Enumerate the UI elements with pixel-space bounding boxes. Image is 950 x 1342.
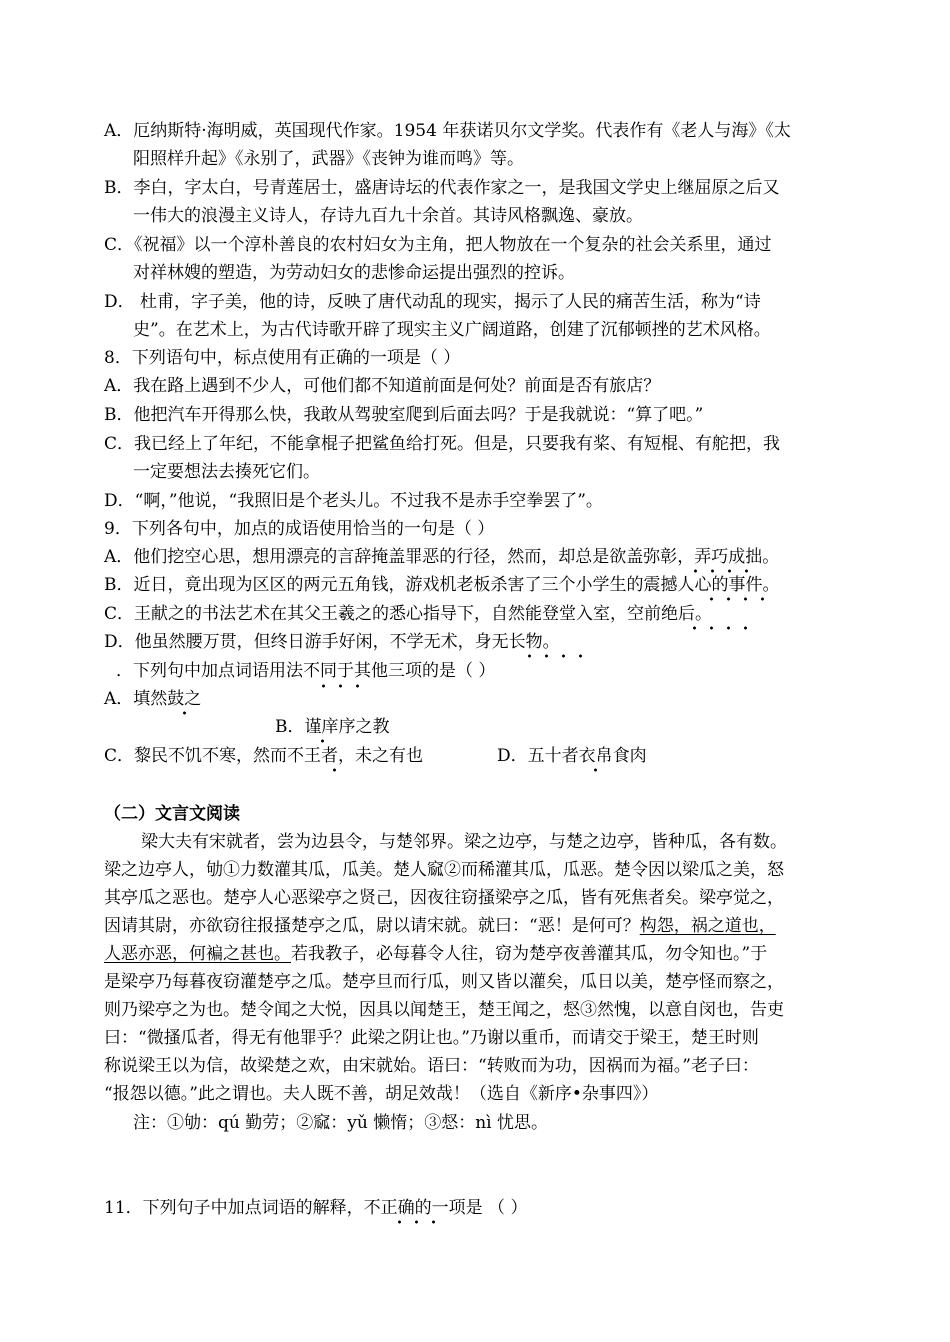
passage-line-5 (104, 943, 767, 965)
option-b-line-1: B．李白，字太白，号青莲居士，盛唐诗坛的代表作家之一，是我国文学史上继屈原之后又 (104, 178, 780, 198)
passage-line-9: 称说梁王以为信，故梁楚之欢，由宋就始。语曰：“转败而为功，因祸而为福。”老子曰： (104, 1056, 759, 1076)
emphasis-dots (391, 1219, 442, 1225)
passage-line-3: 其亭瓜之恶也。楚亭人心恶梁亭之贤己，因夜往窃搔梁亭之瓜，皆有死焦者矣。梁亭觉之， (104, 888, 784, 908)
option-a-line-1: A．厄纳斯特·海明威，英国现代作家。1954 年获诺贝尔文学奖。代表作有《老人与海》《太 (104, 121, 791, 141)
emphasis-dots (315, 683, 366, 689)
question-8-option-b: B．他把汽车开得那么快，我敢从驾驶室爬到后面去吗？于是我就说：“算了吧。” (104, 405, 704, 425)
passage-line-4 (104, 915, 776, 937)
question-10-option-c: C．黎民不饥不寒，然而不王者，未之有也 (104, 746, 424, 766)
option-a-line-2: 阳照样升起》《永别了，武器》《丧钟为谁而鸣》等。 (133, 149, 524, 169)
question-8-option-d: D．“啊，”他说，“我照旧是个老头儿。不过我不是赤手空拳罢了”。 (104, 491, 603, 511)
question-9-option-d: D．他虽然腰万贯，但终日游手好闲，不学无术，身无长物。 (104, 632, 560, 652)
question-10-option-a: A．填然鼓之 (104, 689, 202, 709)
section-title: （二）文言文阅读 (104, 804, 240, 824)
emphasis-dots (587, 767, 604, 773)
emphasis-dots (686, 625, 754, 631)
question-10-stem: ．下列句中加点词语用法不同于其他三项的是（ ） (116, 661, 496, 681)
option-d-line-1: D． 杜甫，字子美，他的诗，反映了唐代动乱的现实，揭示了人民的痛苦生活，称为“诗 (104, 292, 761, 312)
passage-text: 若我教子，必每暮令人往，窃为楚亭夜善灌其瓜，勿令知也。”于 (291, 944, 768, 964)
question-10-option-d: D．五十者衣帛食肉 (497, 746, 647, 766)
question-8-option-c-line-1: C．我已经上了年纪，不能拿棍子把鲨鱼给打死。但是，只要我有桨、有短棍、有舵把，我 (104, 434, 781, 454)
annotation-note: 注：①劬：qú 勤劳；②窳：yǔ 懒惰；③惄：nì 忧思。 (133, 1113, 548, 1133)
emphasis-dots (314, 738, 331, 744)
question-9-option-a: A．他们挖空心思，想用漂亮的言辞掩盖罪恶的行径，然而，却总是欲盖弥彰，弄巧成拙。 (104, 547, 780, 567)
question-9-option-c: C．王献之的书法艺术在其父王羲之的悉心指导下，自然能登堂入室，空前绝后。 (104, 604, 713, 624)
question-10-option-b: B．谨庠序之教 (275, 717, 390, 737)
emphasis-dots (326, 767, 343, 773)
passage-line-2: 梁之边亭人，劬①力数灌其瓜，瓜美。楚人窳②而稀灌其瓜，瓜恶。楚令因以梁瓜之美，怒 (104, 860, 784, 880)
question-9-option-b: B．近日，竟出现为区区的两元五角钱，游戏机老板杀害了三个小学生的震撼人心的事件。 (104, 575, 780, 595)
question-8-option-c-line-2: 一定要想法去揍死它们。 (133, 462, 320, 482)
underlined-sentence: 人恶亦恶，何褊之甚也。 (104, 944, 291, 964)
option-c-line-2: 对祥林嫂的塑造，为劳动妇女的悲惨命运提出强烈的控诉。 (133, 263, 575, 283)
question-9-stem: 9．下列各句中，加点的成语使用恰当的一句是（ ） (104, 519, 495, 539)
passage-line-10: “报怨以德。”此之谓也。夫人既不善，胡足效哉！（选自《新序•杂事四》） (104, 1084, 659, 1104)
passage-line-8: 曰：“微搔瓜者，得无有他罪乎？此梁之阴让也。”乃谢以重币，而请交于梁王，楚王时则 (104, 1028, 759, 1048)
emphasis-dots (703, 596, 771, 602)
question-8-option-a: A．我在路上遇到不少人，可他们都不知道前面是何处？前面是否有旅店？ (104, 376, 661, 396)
underlined-sentence: 构怨，祸之道也， (639, 916, 776, 936)
passage-line-1: 梁大夫有宋就者，尝为边县令，与楚邻界。梁之边亭，与楚之边亭，皆种瓜，各有数。 (141, 832, 787, 852)
passage-line-7: 则乃梁亭之为也。楚令闻之大悦，因具以闻楚王，楚王闻之，惄③然愧，以意自闵也，告吏 (104, 1000, 784, 1020)
option-b-line-2: 一伟大的浪漫主义诗人，存诗九百九十余首。其诗风格飘逸、豪放。 (133, 206, 643, 226)
option-c-line-1: C．《祝福》以一个淳朴善良的农村妇女为主角，把人物放在一个复杂的社会关系里，通过 (104, 235, 772, 255)
question-8-stem: 8．下列语句中，标点使用有正确的一项是（ ） (104, 348, 461, 368)
option-d-line-2: 史”。在艺术上，为古代诗歌开辟了现实主义广阔道路，创建了沉郁顿挫的艺术风格。 (133, 320, 771, 340)
emphasis-dots (176, 710, 193, 716)
passage-line-6: 是梁亭乃每暮夜窃灌楚亭之瓜。楚亭旦而行瓜，则又皆以灌矣，瓜日以美，楚亭怪而察之， (104, 972, 784, 992)
passage-text: 因请其尉，亦欲窃往报搔楚亭之瓜，尉以请宋就。就曰：“恶！是何可？ (104, 916, 640, 936)
emphasis-dots (521, 653, 589, 659)
question-11-stem: 11．下列句子中加点词语的解释，不正确的一项是 （ ） (104, 1198, 528, 1218)
